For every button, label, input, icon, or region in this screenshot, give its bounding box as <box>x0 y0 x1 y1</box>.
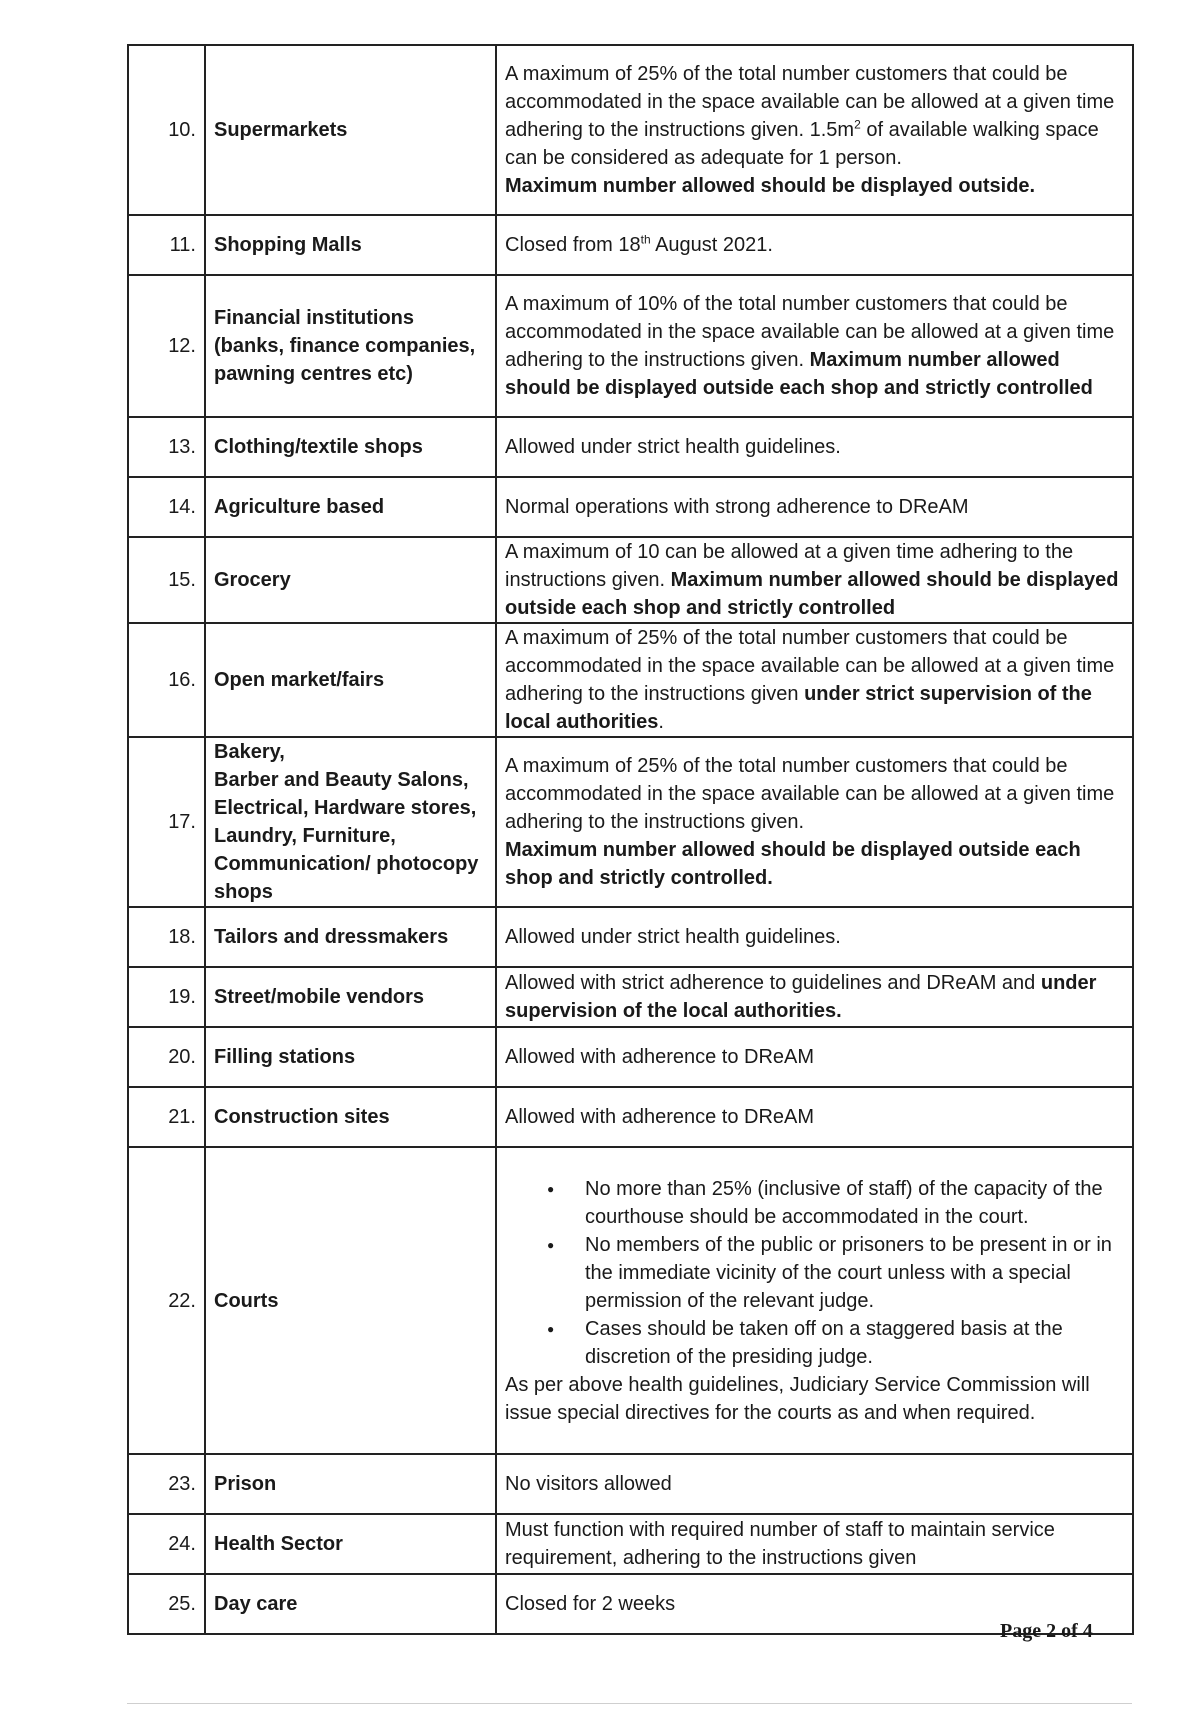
category-cell: Bakery, Barber and Beauty Salons, Electrical, Hardware stores, Laundry, Furniture, Communication/ photocopy shops <box>205 737 496 907</box>
rule-text: Closed from 18 <box>505 234 641 256</box>
rule-cell <box>496 1147 1133 1454</box>
row-number: 17. <box>128 737 205 907</box>
rule-text-cont: . <box>658 711 664 733</box>
rule-cell <box>496 1087 1133 1147</box>
row-number: 11. <box>128 215 205 275</box>
table-row <box>128 215 1133 275</box>
bottom-divider <box>127 1703 1132 1704</box>
table-row <box>128 1147 1133 1454</box>
rule-bold-text: under strict supervision of the local authorities <box>505 683 1092 733</box>
table-row <box>128 1454 1133 1514</box>
courts-note: As per above health guidelines, Judiciary Service Commission will issue special directives for the courts as and when required. <box>505 1373 1090 1424</box>
category-cell: Tailors and dressmakers <box>205 907 496 967</box>
rule-text-cont: August 2021. <box>650 234 773 256</box>
superscript: th <box>640 232 651 247</box>
rule-text: Allowed under strict health guidelines. <box>505 436 841 458</box>
rule-text: No visitors allowed <box>505 1473 672 1495</box>
row-number: 13. <box>128 417 205 477</box>
row-number: 12. <box>128 275 205 417</box>
rule-bold-text: Maximum number allowed should be displayed outside each shop and strictly controlled <box>505 569 1119 619</box>
table-row <box>128 275 1133 417</box>
rule-cell <box>496 623 1133 737</box>
table-row <box>128 45 1133 215</box>
rule-bold-text: Maximum number allowed should be displayed outside each shop and strictly controlled <box>505 349 1093 399</box>
rule-bold-text: Maximum number allowed should be displayed outside each shop and strictly controlled. <box>505 839 1081 889</box>
row-number: 21. <box>128 1087 205 1147</box>
rule-text: Allowed with strict adherence to guidelines and DReAM and <box>505 972 1041 994</box>
row-number: 16. <box>128 623 205 737</box>
rule-text: Must function with required number of staff to maintain service requirement, adhering to the instructions given <box>505 1519 1055 1569</box>
rule-cell <box>496 417 1133 477</box>
rule-text-cont: of available walking space can be considered as adequate for 1 person. <box>505 119 1099 169</box>
rule-text: Allowed with adherence to DReAM <box>505 1046 815 1068</box>
category-cell: Health Sector <box>205 1514 496 1574</box>
rule-cell <box>496 737 1133 907</box>
category-cell: Agriculture based <box>205 477 496 537</box>
category-cell: Grocery <box>205 537 496 623</box>
category-cell: Filling stations <box>205 1027 496 1087</box>
category-cell: Shopping Malls <box>205 215 496 275</box>
table-row <box>128 967 1133 1027</box>
rule-cell <box>496 1454 1133 1514</box>
row-number: 18. <box>128 907 205 967</box>
row-number: 10. <box>128 45 205 215</box>
rule-cell <box>496 537 1133 623</box>
rule-text: A maximum of 25% of the total number customers that could be accommodated in the space available can be allowed at a given time adhering to the instructions given <box>505 627 1115 705</box>
courts-guideline-list <box>505 1175 1124 1371</box>
category-cell: Courts <box>205 1147 496 1454</box>
rule-text: A maximum of 25% of the total number customers that could be accommodated in the space available can be allowed at a given time adhering to the instructions given. <box>505 755 1115 833</box>
table-row <box>128 1027 1133 1087</box>
table-row <box>128 1514 1133 1574</box>
page-number: Page 2 of 4 <box>1000 1620 1093 1642</box>
rule-text: Normal operations with strong adherence to DReAM <box>505 496 969 518</box>
rule-bold-text: under supervision of the local authorities. <box>505 972 1097 1022</box>
row-number: 14. <box>128 477 205 537</box>
superscript: 2 <box>854 117 861 132</box>
row-number: 25. <box>128 1574 205 1634</box>
category-cell: Supermarkets <box>205 45 496 215</box>
table-row <box>128 537 1133 623</box>
row-number: 20. <box>128 1027 205 1087</box>
row-number: 24. <box>128 1514 205 1574</box>
category-cell: Street/mobile vendors <box>205 967 496 1027</box>
table-row <box>128 417 1133 477</box>
row-number: 22. <box>128 1147 205 1454</box>
guidelines-table <box>127 44 1134 1635</box>
table-row <box>128 1574 1133 1634</box>
table-row <box>128 623 1133 737</box>
rule-bold-text: Maximum number allowed should be displayed outside. <box>505 175 1036 197</box>
category-cell: Clothing/textile shops <box>205 417 496 477</box>
rule-cell <box>496 477 1133 537</box>
rule-cell <box>496 967 1133 1027</box>
category-cell: Construction sites <box>205 1087 496 1147</box>
list-item: ● No members of the public or prisoners to be present in or in the immediate vicinity of the court unless with a special permission of the relevant judge. <box>585 1231 1124 1315</box>
table-row <box>128 477 1133 537</box>
rule-cell <box>496 1027 1133 1087</box>
table-row <box>128 1087 1133 1147</box>
category-cell: Prison <box>205 1454 496 1514</box>
rule-cell <box>496 45 1133 215</box>
rule-text: Closed for 2 weeks <box>505 1593 676 1615</box>
category-cell: Financial institutions (banks, finance companies, pawning centres etc) <box>205 275 496 417</box>
table-row <box>128 907 1133 967</box>
rule-cell <box>496 907 1133 967</box>
rule-cell <box>496 215 1133 275</box>
list-item: ● No more than 25% (inclusive of staff) of the capacity of the courthouse should be accommodated in the court. <box>585 1175 1124 1231</box>
row-number: 15. <box>128 537 205 623</box>
row-number: 19. <box>128 967 205 1027</box>
rule-text: A maximum of 25% of the total number customers that could be accommodated in the space available can be allowed at a given time adhering to the instructions given. 1.5m <box>505 63 1115 141</box>
table-row <box>128 737 1133 907</box>
rule-cell <box>496 275 1133 417</box>
rule-text: A maximum of 10% of the total number customers that could be accommodated in the space available can be allowed at a given time adhering to the instructions given. <box>505 293 1115 371</box>
rule-text: Allowed with adherence to DReAM <box>505 1106 815 1128</box>
rule-text: A maximum of 10 can be allowed at a given time adhering to the instructions given. <box>505 541 1074 591</box>
category-cell: Day care <box>205 1574 496 1634</box>
rule-text: Allowed under strict health guidelines. <box>505 926 841 948</box>
list-item: ● Cases should be taken off on a staggered basis at the discretion of the presiding judge. <box>585 1315 1124 1371</box>
rule-cell <box>496 1514 1133 1574</box>
row-number: 23. <box>128 1454 205 1514</box>
category-cell: Open market/fairs <box>205 623 496 737</box>
